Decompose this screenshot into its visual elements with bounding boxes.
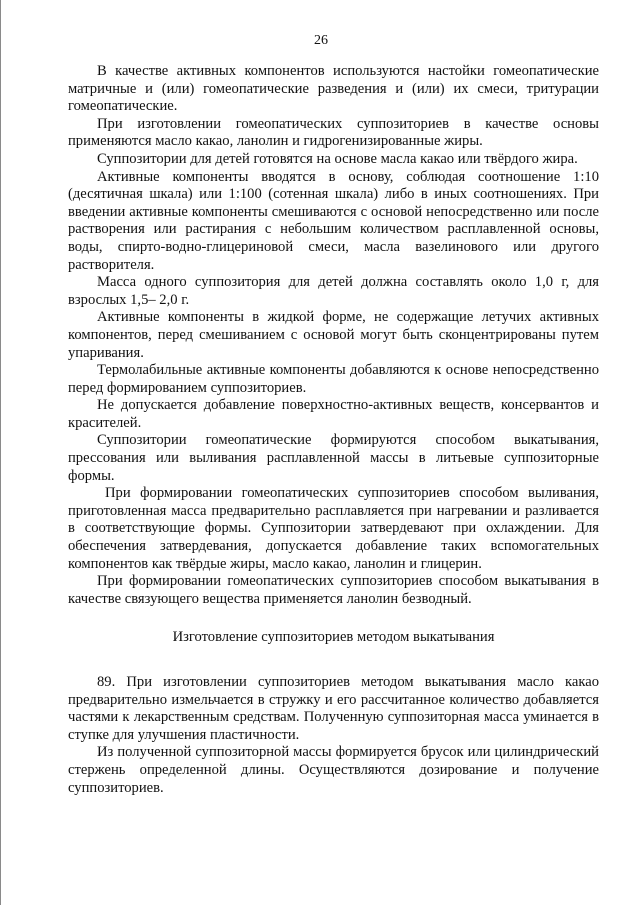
paragraph-pouring-method: При формировании гомеопатических суппозиториев способом выливания, приготовленная масса предварительно расплавляется при нагревании и разливается в соответствующие формы. Суппозитории затвердевают при охлаждении. Для обеспечения затвердевания, допускается добавление таких вспомогательных компонентов как твёрдые жиры, масло какао, ланолин и глицерин. (68, 485, 599, 572)
paragraph-children-suppositories: Суппозитории для детей готовятся на основе масла какао или твёрдого жира. (97, 150, 578, 167)
paragraph-forming-methods: Суппозитории гомеопатические формируются способом выкатывания, прессования или выливания расплавленной массы в литьевые суппозиторные формы. (68, 432, 599, 484)
paragraph-active-components: В качестве активных компонентов используются настойки гомеопатические матричные и (или) гомеопатические разведения и (или) их смеси, тритурации гомеопатические. (68, 63, 599, 115)
paragraph-bases: При изготовлении гомеопатических суппозиториев в качестве основы применяются масло какао, ланолин и гидрогенизированные жиры. (68, 115, 599, 150)
paragraph-prohibited-additives: Не допускается добавление поверхностно-активных веществ, консервантов и красителей. (68, 397, 599, 431)
paragraph-liquid-components: Активные компоненты в жидкой форме, не содержащие летучих активных компонентов, перед смешиванием с основой могут быть сконцентрированы путем упаривания. (68, 309, 599, 361)
paragraph-rod-forming: Из полученной суппозиторной массы формируется брусок или цилиндрический стержень определенной длины. Осуществляются дозирование и получение суппозиториев. (68, 744, 599, 796)
paragraph-dilution-ratios: Активные компоненты вводятся в основу, соблюдая соотношение 1:10 (десятичная шкала) или 1:100 (сотенная шкала) либо в иных соотношениях. При введении активные компоненты смешиваются с основой непосредственно или после растворения или растирания с небольшим количеством расплавленной основы, воды, спирто-водно-глицериновой смеси, масла вазелинового или другого растворителя. (68, 168, 599, 273)
paragraph-suppository-mass: Масса одного суппозитория для детей должна составлять около 1,0 г, для взрослых 1,5– 2,0 г. (68, 274, 599, 308)
paragraph-thermolabile: Термолабильные активные компоненты добавляются к основе непосредственно перед формированием суппозиториев. (68, 362, 599, 396)
section-heading: Изготовление суппозиториев методом выкатывания (172, 629, 495, 646)
page-number: 26 (314, 33, 328, 48)
paragraph-rolling-binder: При формировании гомеопатических суппозиториев способом выкатывания в качестве связующего вещества применяется ланолин безводный. (68, 573, 599, 607)
paragraph-89-rolling-process: 89. При изготовлении суппозиториев методом выкатывания масло какао предварительно измельчается в стружку и его рассчитанное количество добавляется частями к лекарственным средствам. Полученную суппозиторная масса уминается в ступке для улучшения пластичности. (68, 674, 599, 743)
document-body (68, 63, 599, 797)
